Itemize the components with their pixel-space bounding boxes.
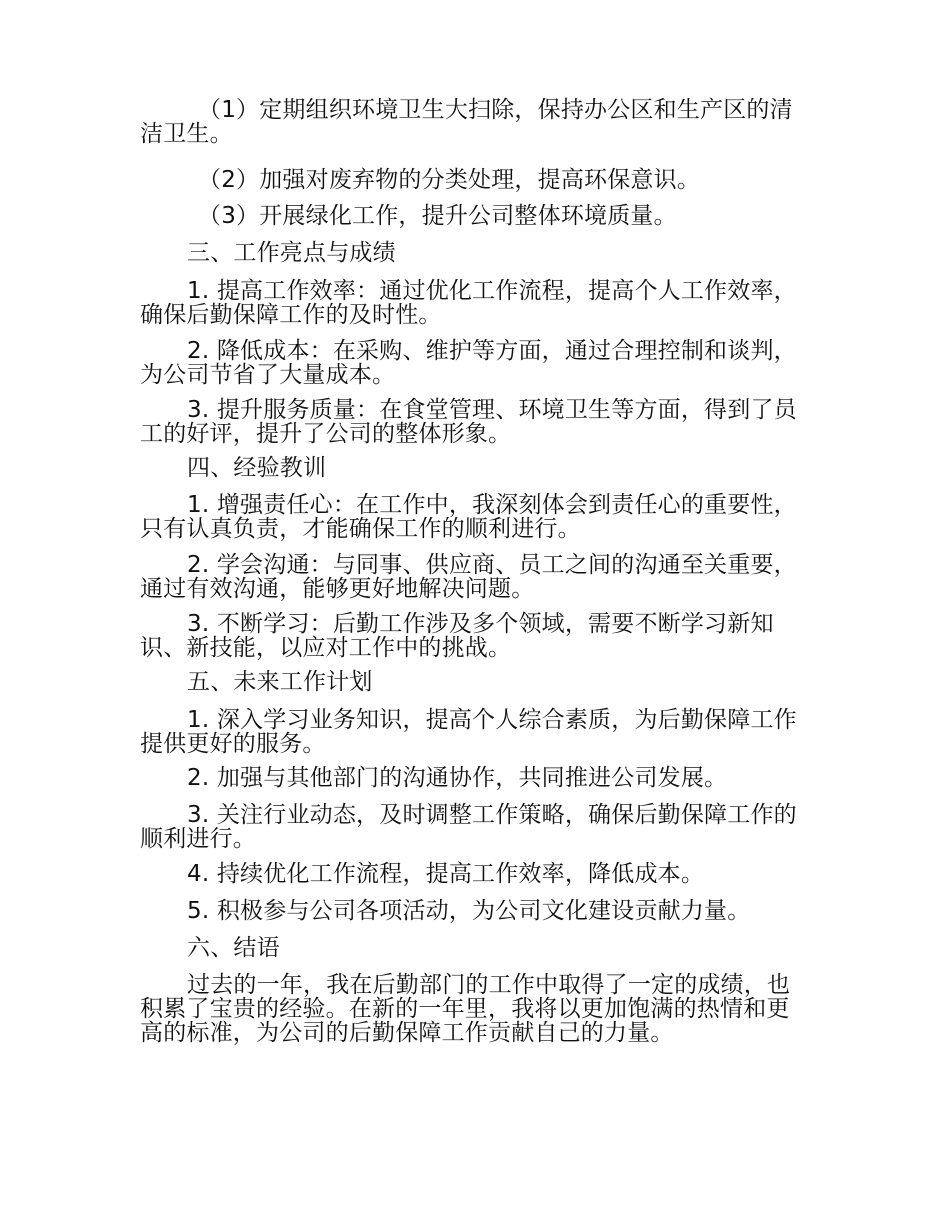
section-heading-highlights: 三、工作亮点与成绩 xyxy=(187,240,396,266)
paragraph-efficiency: 1. 提高工作效率：通过优化工作流程，提高个人工作效率，确保后勤保障工作的及时性。 xyxy=(140,278,797,328)
paragraph-plan-4: 4. 持续优化工作流程，提高工作效率，降低成本。 xyxy=(187,861,705,887)
paragraph-conclusion: 过去的一年，我在后勤部门的工作中取得了一定的成绩，也积累了宝贵的经验。在新的一年里，我将以更加饱满的热情和更高的标准，为公司的后勤保障工作贡献自己的力量。 xyxy=(140,972,791,1046)
paragraph-service: 3. 提升服务质量：在食堂管理、环境卫生等方面，得到了员工的好评，提升了公司的整体形象。 xyxy=(140,397,797,447)
paragraph-communication: 2. 学会沟通：与同事、供应商、员工之间的沟通至关重要，通过有效沟通，能够更好地解决问题。 xyxy=(140,552,797,602)
paragraph-cleaning: （1）定期组织环境卫生大扫除，保持办公区和生产区的清洁卫生。 xyxy=(140,97,793,147)
paragraph-responsibility: 1. 增强责任心：在工作中，我深刻体会到责任心的重要性，只有认真负责，才能确保工作的顺利进行。 xyxy=(140,492,797,542)
paragraph-cost: 2. 降低成本：在采购、维护等方面，通过合理控制和谈判，为公司节省了大量成本。 xyxy=(140,338,797,388)
paragraph-learning: 3. 不断学习：后勤工作涉及多个领域，需要不断学习新知识、新技能，以应对工作中的挑战。 xyxy=(140,611,774,661)
paragraph-plan-2: 2. 加强与其他部门的沟通协作，共同推进公司发展。 xyxy=(187,765,728,791)
paragraph-plan-1: 1. 深入学习业务知识，提高个人综合素质，为后勤保障工作提供更好的服务。 xyxy=(140,707,797,757)
paragraph-plan-5: 5. 积极参与公司各项活动，为公司文化建设贡献力量。 xyxy=(187,898,751,924)
section-heading-lessons: 四、经验教训 xyxy=(187,455,327,481)
paragraph-waste: （2）加强对废弃物的分类处理，提高环保意识。 xyxy=(198,167,701,193)
section-heading-plan: 五、未来工作计划 xyxy=(187,669,373,695)
section-heading-conclusion: 六、结语 xyxy=(187,935,280,961)
paragraph-greening: （3）开展绿化工作，提升公司整体环境质量。 xyxy=(198,203,677,229)
paragraph-plan-3: 3. 关注行业动态，及时调整工作策略，确保后勤保障工作的顺利进行。 xyxy=(140,802,797,852)
